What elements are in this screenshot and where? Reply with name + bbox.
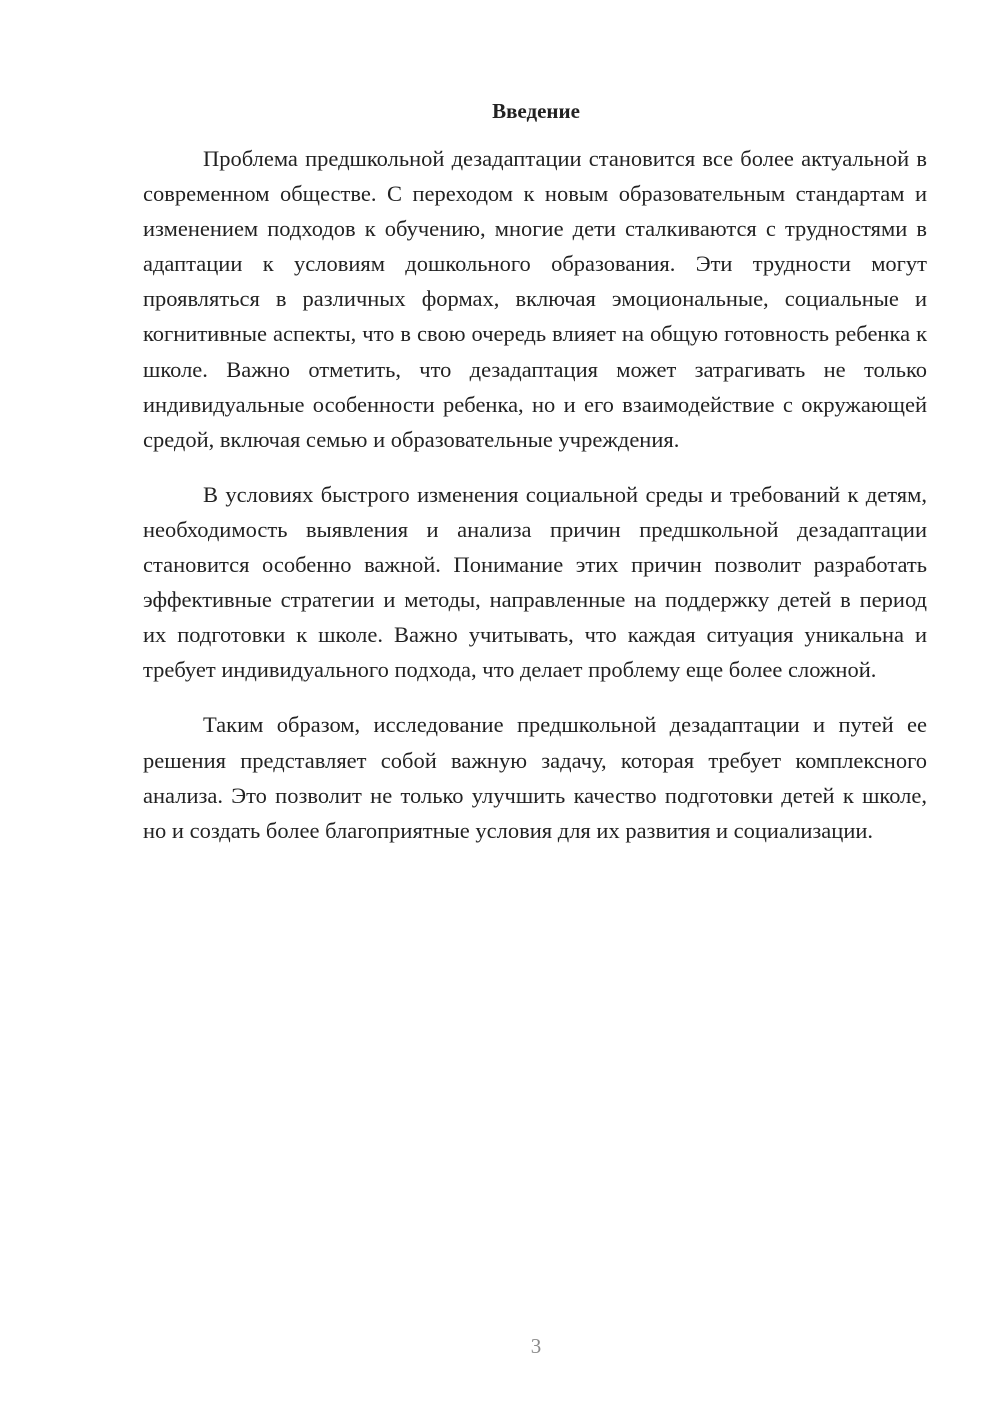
section-heading: Введение (492, 99, 580, 123)
paragraph-2: В условиях быстрого изменения социальной среды и требований к детям, необходимость выявления и анализа причин предшкольной дезадаптации становится особенно важной. Понимание этих причин позволит разработать эффективные стратегии и методы, направленные на поддержку детей в период их подготовки к школе. Важно учитывать, что каждая ситуация уникальна и требует индивидуального подхода, что делает проблему еще более сложной. (143, 481, 927, 683)
page-number: 3 (530, 1334, 542, 1358)
body-text (143, 141, 927, 868)
paragraph-1: Проблема предшкольной дезадаптации становится все более актуальной в современном обществе. С переходом к новым образовательным стандартам и изменением подходов к обучению, многие дети сталкиваются с трудностями в адаптации к условиям дошкольного образования. Эти трудности могут проявляться в различных формах, включая эмоциональные, социальные и когнитивные аспекты, что в свою очередь влияет на общую готовность ребенка к школе. Важно отметить, что дезадаптация может затрагивать не только индивидуальные особенности ребенка, но и его взаимодействие с окружающей средой, включая семью и образовательные учреждения. (143, 146, 927, 452)
paragraph-3: Таким образом, исследование предшкольной дезадаптации и путей ее решения представляет собой важную задачу, которая требует комплексного анализа. Это позволит не только улучшить качество подготовки детей к школе, но и создать более благоприятные условия для их развития и социализации. (143, 712, 927, 843)
